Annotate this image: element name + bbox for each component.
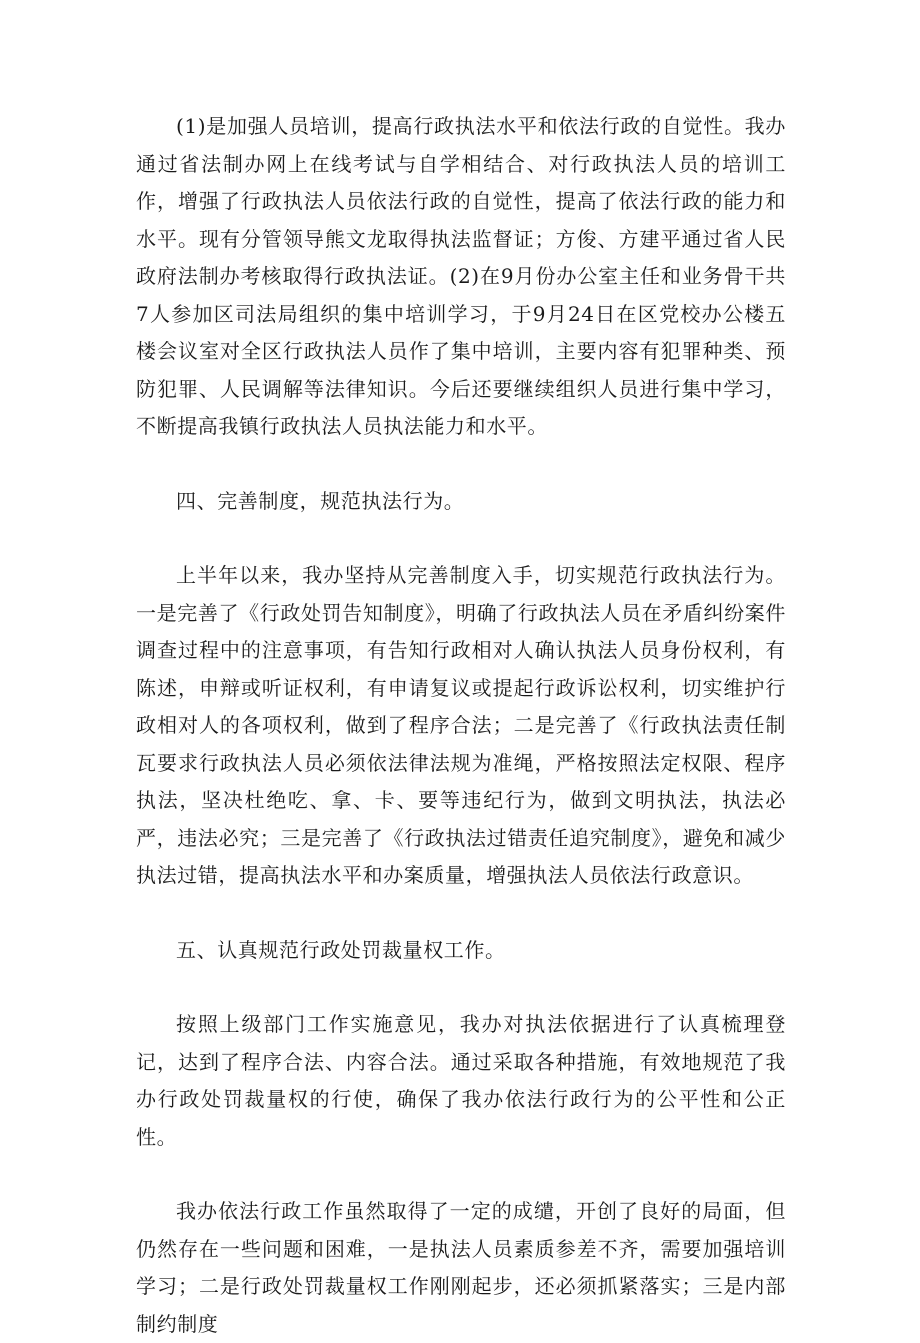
document-page	[136, 108, 786, 1343]
paragraph-system-improvement: 上半年以来，我办坚持从完善制度入手，切实规范行政执法行为。一是完善了《行政处罚告知制度》，明确了行政执法人员在矛盾纠纷案件调查过程中的注意事项，有告知行政相对人确认执法人员身份权利，有陈述，申辩或听证权利，有申请复议或提起行政诉讼权利，切实维护行政相对人的各项权利，做到了程序合法；二是完善了《行政执法责任制瓦要求行政执法人员必须依法律法规为准绳，严格按照法定权限、程序执法，坚决杜绝吃、拿、卡、要等违纪行为，做到文明执法，执法必严，违法必究；三是完善了《行政执法过错责任追究制度》，避免和减少执法过错，提高执法水平和办案质量，增强执法人员依法行政意识。	[136, 563, 786, 887]
paragraph-gap	[136, 895, 786, 932]
paragraph-gap	[136, 969, 786, 1006]
paragraph-training: (1)是加强人员培训，提高行政执法水平和依法行政的自觉性。我办通过省法制办网上在线考试与自学相结合、对行政执法人员的培训工作，增强了行政执法人员依法行政的自觉性，提高了依法行政的能力和水平。现有分管领导熊文龙取得执法监督证；方俊、方建平通过省人民政府法制办考核取得行政执法证。(2)在9月份办公室主任和业务骨干共7人参加区司法局组织的集中培训学习，于9月24日在区党校办公楼五楼会议室对全区行政执法人员作了集中培训，主要内容有犯罪种类、预防犯罪、人民调解等法律知识。今后还要继续组织人员进行集中学习，不断提高我镇行政执法人员执法能力和水平。	[136, 114, 786, 438]
paragraph-problems: 我办依法行政工作虽然取得了一定的成缱，开创了良好的局面，但仍然存在一些问题和困难，一是执法人员素质参差不齐，需要加强培训学习；二是行政处罚裁量权工作刚刚起步，还必须抓紧落实；三是内部制约制度	[136, 1199, 786, 1336]
paragraph-gap	[136, 520, 786, 557]
paragraph-gap	[136, 1156, 786, 1193]
paragraph-discretion: 按照上级部门工作实施意见，我办对执法依据进行了认真梳理登记，达到了程序合法、内容合法。通过采取各种措施，有效地规范了我办行政处罚裁量权的行使，确保了我办依法行政行为的公平性和公正性。	[136, 1012, 786, 1149]
paragraph-gap	[136, 446, 786, 483]
section-heading-4: 四、完善制度，规范执法行为。	[176, 488, 465, 513]
section-heading-5: 五、认真规范行政处罚裁量权工作。	[176, 937, 506, 962]
